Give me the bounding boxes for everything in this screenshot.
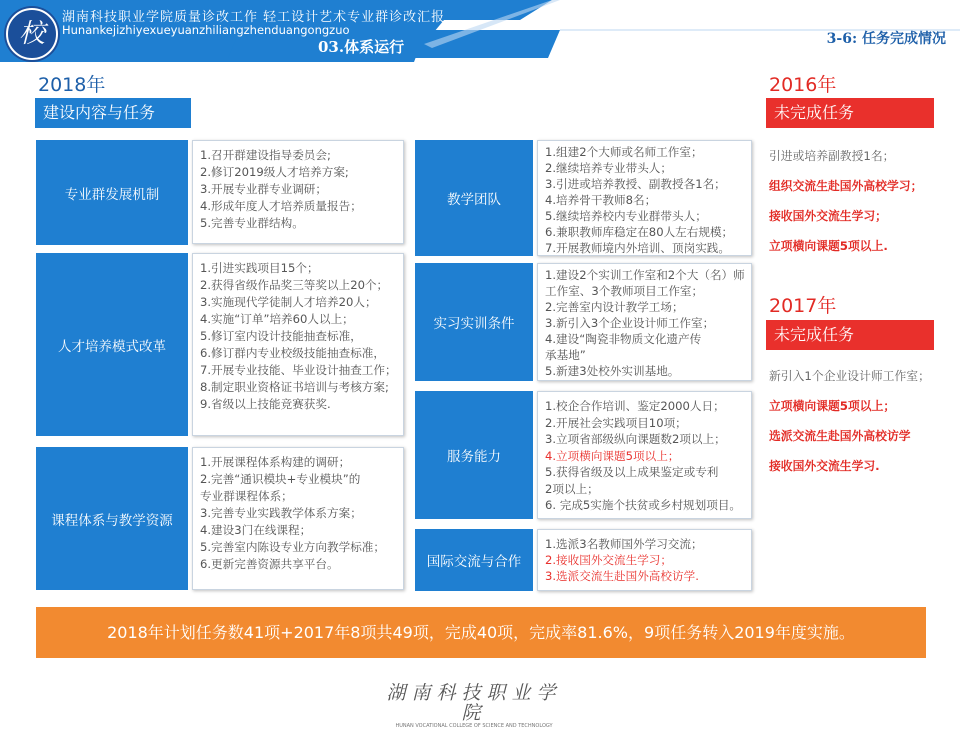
category-talent-training-reform: 人才培养模式改革: [36, 253, 188, 436]
panel-training-conditions: 1.建设2个实训工作室和2个大（名）师 工作室、3个教师项目工作室； 2.完善室内设计教学工场； 3.新引入3个企业设计师工作室； 4.建设“陶瓷非物质文化遗产传 承基地” 5.新建3处校外实训基地。: [537, 263, 752, 381]
banner-unfinished-2017: 未完成任务: [766, 320, 934, 350]
footer-college-name-en: HUNAN VOCATIONAL COLLEGE OF SCIENCE AND TECHNOLOGY: [395, 723, 553, 729]
year-2018: 2018年: [38, 74, 106, 96]
category-curriculum-resources: 课程体系与教学资源: [36, 447, 188, 590]
category-development-mechanism: 专业群发展机制: [36, 140, 188, 245]
panel-teaching-team: 1.组建2个大师或名师工作室； 2.继续培养专业带头人； 3.引进或培养教授、副教授各1名； 4.培养骨干教师8名； 5.继续培养校内专业群带头人； 6.兼职教师库稳定在80人左右规模； 7.开展教师境内外培训、顶岗实践。: [537, 140, 752, 256]
list-unfinished-2016: 引进或培养副教授1名； 组织交流生赴国外高校学习； 接收国外交流生学习； 立项横向课题5项以上.: [769, 149, 923, 253]
banner-construction-tasks: 建设内容与任务: [35, 98, 191, 128]
category-training-conditions: 实习实训条件: [415, 263, 533, 381]
footer-college-logo: [384, 682, 564, 729]
panel-talent-training-reform: 1.引进实践项目15个； 2.获得省级作品奖三等奖以上20个； 3.实施现代学徒制人才培养20人； 4.实施“订单”培养60人以上； 5.修订室内设计技能抽查标准， 6.修订群内专业校级技能抽查标准， 7.开展专业技能、毕业设计抽查工作； 8.制定职业资格证书培训与考核方案; 9.省级以上技能竞赛获奖.: [192, 253, 404, 436]
section-title: 03.体系运行: [318, 38, 405, 56]
panel-international-exchange: 1.选派3名教师国外学习交流； 2.接收国外交流生学习； 3.选派交流生赴国外高校访学.: [537, 529, 752, 591]
year-2017: 2017年: [769, 295, 837, 317]
banner-unfinished-2016: 未完成任务: [766, 98, 934, 128]
header-pinyin: Hunankejizhiyexueyuanzhiliangzhenduangongzuo: [62, 23, 350, 37]
summary-bar: 2018年计划任务数41项+2017年8项共49项，完成40项，完成率81.6%，9项任务转入2019年度实施。: [36, 607, 926, 658]
year-2016: 2016年: [769, 74, 837, 96]
category-international-exchange: 国际交流与合作: [415, 529, 533, 591]
school-logo: 校: [6, 8, 58, 60]
panel-development-mechanism: 1.召开群建设指导委员会; 2.修订2019级人才培养方案; 3.开展专业群专业调研； 4.形成年度人才培养质量报告； 5.完善专业群结构。: [192, 140, 404, 244]
page-title: 3-6: 任务完成情况: [826, 31, 946, 47]
category-service-capacity: 服务能力: [415, 391, 533, 519]
category-teaching-team: 教学团队: [415, 140, 533, 256]
footer-college-name: 湖南科技职业学院: [386, 682, 562, 724]
list-unfinished-2017: 新引入1个企业设计师工作室； 立项横向课题5项以上； 选派交流生赴国外高校访学 接收国外交流生学习.: [769, 369, 930, 473]
panel-curriculum-resources: 1.开展课程体系构建的调研； 2.完善“通识模块+专业模块”的 专业群课程体系； 3.完善专业实践教学体系方案； 4.建设3门在线课程； 5.完善室内陈设专业方向教学标准； 6.更新完善资源共享平台。: [192, 447, 404, 590]
header-title: 湖南科技职业学院质量诊改工作 轻工设计艺术专业群诊改汇报: [62, 10, 446, 25]
panel-service-capacity: 1.校企合作培训、鉴定2000人日； 2.开展社会实践项目10项； 3.立项省部级纵向课题数2项以上； 4.立项横向课题5项以上； 5.获得省级及以上成果鉴定或专利 2项以上； 6. 完成5实施个扶贫或乡村规划项目。: [537, 391, 752, 519]
